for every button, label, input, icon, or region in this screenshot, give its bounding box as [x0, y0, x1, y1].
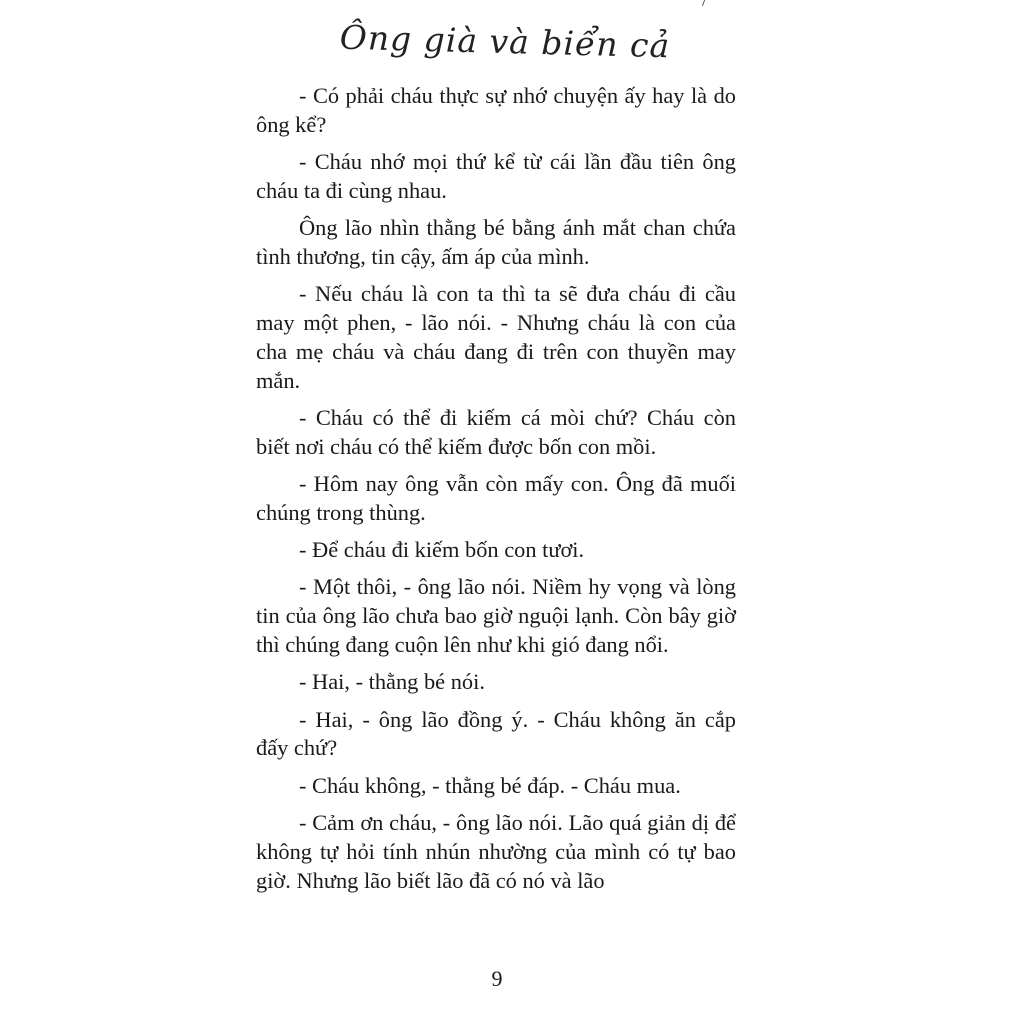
paragraph: - Cháu nhớ mọi thứ kể từ cái lần đầu tiên ông cháu ta đi cùng nhau.: [256, 149, 736, 203]
paragraph: - Có phải cháu thực sự nhớ chuyện ấy hay là do ông kể?: [256, 83, 736, 137]
running-title: Ông già và biển cả: [339, 17, 671, 66]
paragraph: - Cảm ơn cháu, - ông lão nói. Lão quá giản dị để không tự hỏi tính nhún nhường của mình có tự bao giờ. Nhưng lão biết lão đã có nó và lão: [256, 810, 736, 893]
paragraph: - Một thôi, - ông lão nói. Niềm hy vọng và lòng tin của ông lão chưa bao giờ nguội lạnh. Còn bây giờ thì chúng đang cuộn lên như khi gió đang nổi.: [256, 574, 736, 658]
paragraph: - Cháu không, - thằng bé đáp. - Cháu mua.: [299, 772, 681, 798]
paragraph: - Để cháu đi kiếm bốn con tươi.: [299, 537, 585, 563]
paragraph: - Hai, - thằng bé nói.: [299, 669, 485, 695]
paragraph: Ông lão nhìn thằng bé bằng ánh mắt chan chứa tình thương, tin cậy, ấm áp của mình.: [256, 215, 736, 269]
paragraph: - Nếu cháu là con ta thì ta sẽ đưa cháu đi cầu may một phen, - lão nói. - Nhưng cháu là con của cha mẹ cháu và cháu đang đi trên con thuyền may mắn.: [256, 281, 736, 393]
page-corner-mark: [702, 0, 717, 6]
paragraph: - Hôm nay ông vẫn còn mấy con. Ông đã muối chúng trong thùng.: [256, 471, 736, 525]
paragraph: - Hai, - ông lão đồng ý. - Cháu không ăn cắp đấy chứ?: [256, 706, 736, 761]
body-text: [256, 82, 736, 904]
paragraph: - Cháu có thể đi kiếm cá mòi chứ? Cháu còn biết nơi cháu có thể kiếm được bốn con mồi.: [256, 404, 736, 459]
page-number: 9: [491, 966, 503, 991]
